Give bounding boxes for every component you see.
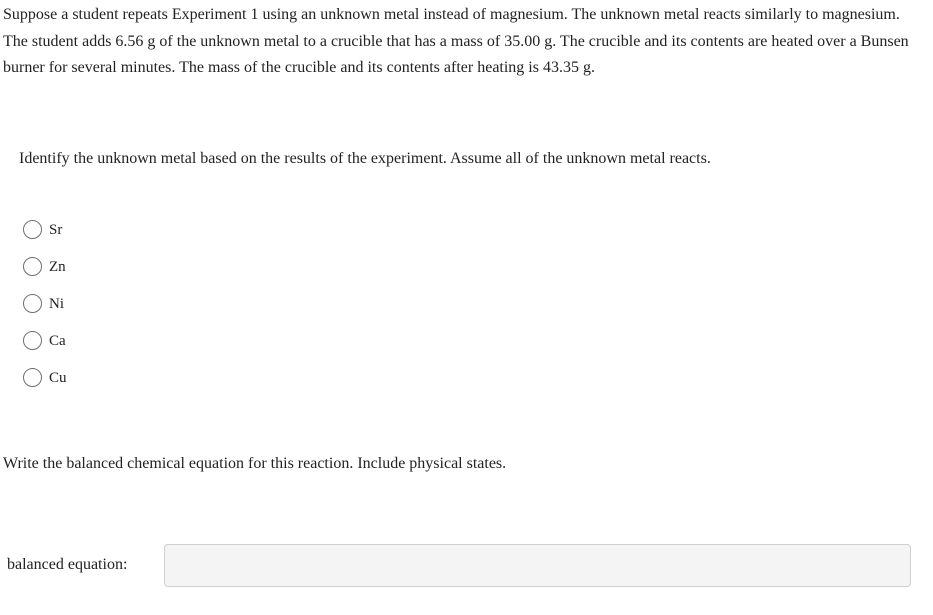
option-label-zn[interactable]: Zn bbox=[49, 258, 66, 275]
balanced-equation-label: balanced equation: bbox=[7, 556, 128, 573]
balanced-equation-input[interactable] bbox=[164, 544, 911, 587]
option-ni[interactable] bbox=[23, 285, 67, 322]
option-label-ca[interactable]: Ca bbox=[49, 332, 66, 349]
radio-button-ca[interactable] bbox=[23, 331, 42, 350]
option-cu[interactable] bbox=[23, 359, 67, 396]
option-ca[interactable] bbox=[23, 322, 67, 359]
option-label-ni[interactable]: Ni bbox=[49, 295, 64, 312]
radio-button-zn[interactable] bbox=[23, 257, 42, 276]
equation-question: Write the balanced chemical equation for this reaction. Include physical states. bbox=[3, 455, 507, 472]
option-label-cu[interactable]: Cu bbox=[49, 369, 67, 386]
radio-button-ni[interactable] bbox=[23, 294, 42, 313]
metal-options bbox=[23, 211, 67, 396]
radio-button-cu[interactable] bbox=[23, 368, 42, 387]
option-label-sr[interactable]: Sr bbox=[49, 221, 63, 238]
problem-prompt: Suppose a student repeats Experiment 1 using an unknown metal instead of magnesium. The unknown metal reacts similarly to magnesium. The student adds 6.56 g of the unknown metal to a crucible that has a mass of 35.00 g. The crucible and its contents are heated over a Bunsen burner for several minutes. The mass of the crucible and its contents after heating is 43.35 g. bbox=[3, 6, 909, 76]
radio-button-sr[interactable] bbox=[23, 220, 42, 239]
option-sr[interactable] bbox=[23, 211, 67, 248]
identify-metal-question: Identify the unknown metal based on the results of the experiment. Assume all of the unknown metal reacts. bbox=[19, 150, 711, 167]
option-zn[interactable] bbox=[23, 248, 67, 285]
balanced-equation-row bbox=[7, 544, 911, 587]
